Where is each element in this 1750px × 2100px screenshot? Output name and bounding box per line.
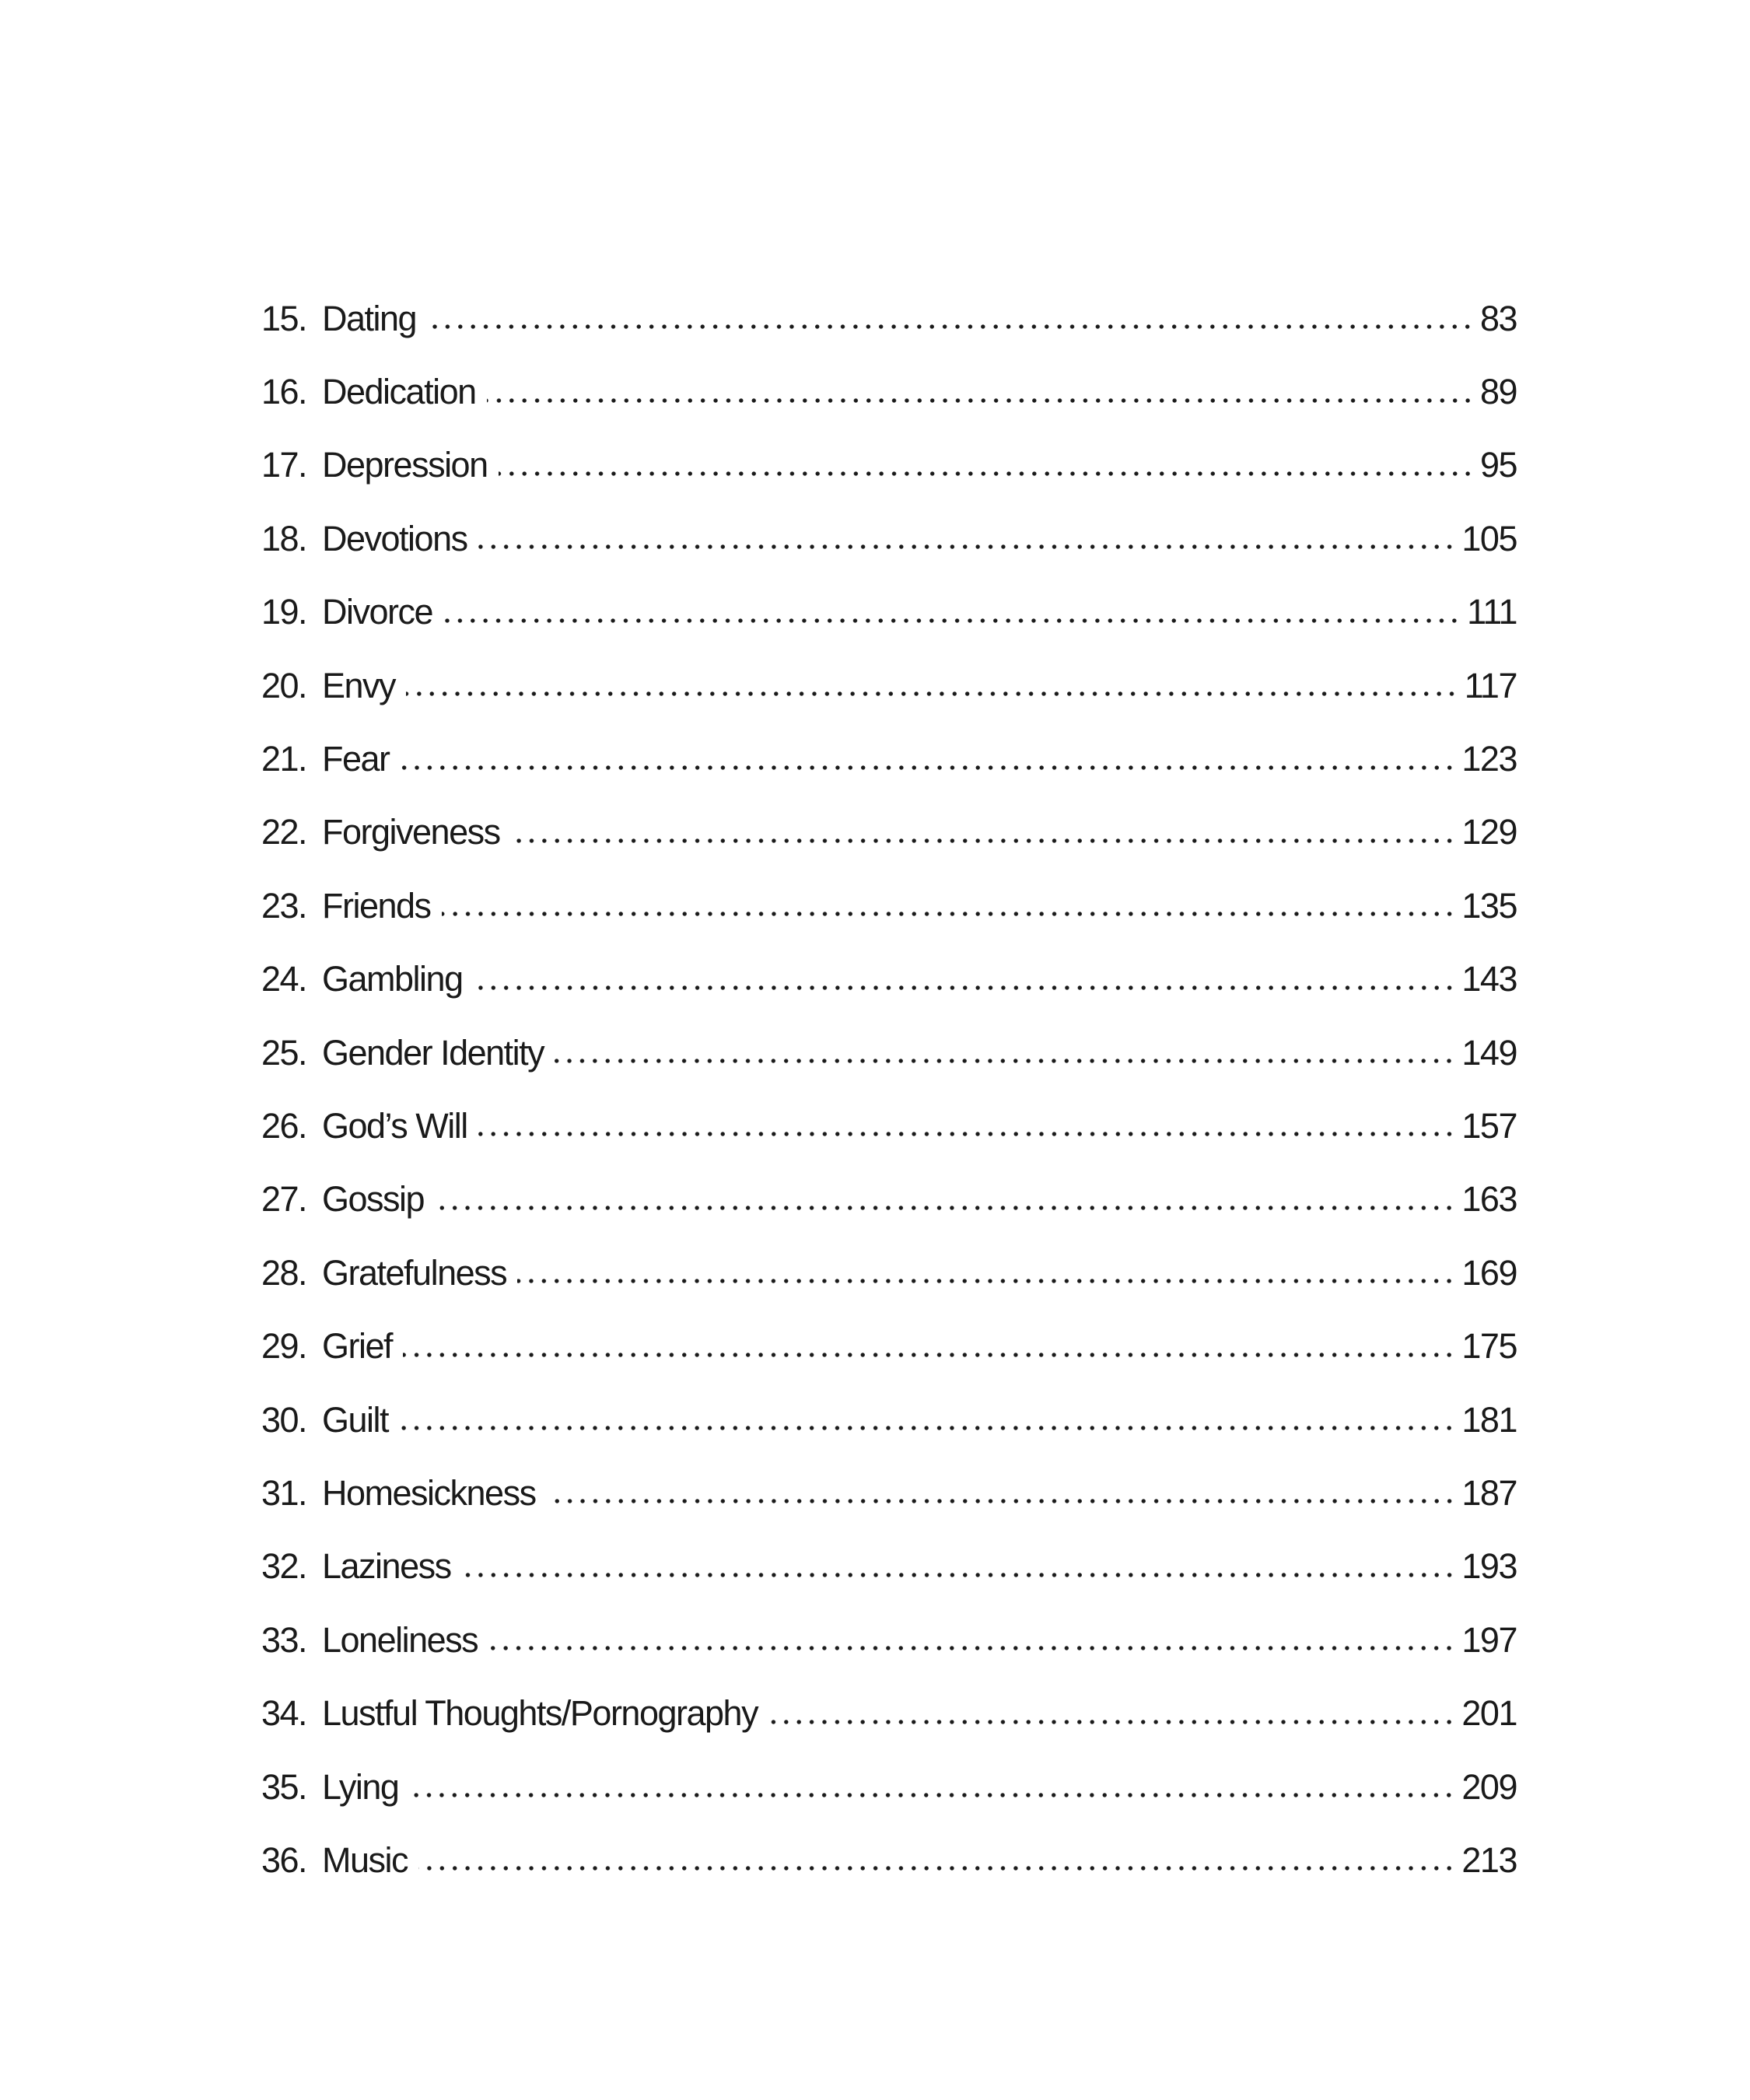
toc-entry-page: 143 xyxy=(1461,959,1517,999)
toc-entry-title: Homesickness xyxy=(322,1472,536,1513)
toc-entry-title: Laziness xyxy=(322,1546,451,1587)
toc-entry-title: Forgiveness xyxy=(322,812,500,852)
toc-entry-page: 213 xyxy=(1461,1839,1517,1880)
dot-leader xyxy=(418,1864,1455,1872)
toc-entry xyxy=(261,1823,1517,1896)
toc-entry-number: 20. xyxy=(261,665,307,705)
toc-entry xyxy=(261,355,1517,428)
toc-entry-number: 16. xyxy=(261,372,307,412)
toc-entry xyxy=(261,502,1517,575)
toc-entry-page: 175 xyxy=(1461,1326,1517,1367)
toc-entry-number: 26. xyxy=(261,1105,307,1146)
toc-entry-page: 89 xyxy=(1479,372,1517,412)
dot-leader xyxy=(409,1791,1455,1799)
toc-entry-title: Grief xyxy=(322,1326,393,1367)
toc-entry xyxy=(261,1456,1517,1529)
toc-entry-title: Lying xyxy=(322,1766,399,1807)
table-of-contents xyxy=(261,282,1517,1897)
toc-entry xyxy=(261,796,1517,869)
toc-entry-number: 35. xyxy=(261,1766,307,1807)
toc-entry-page: 83 xyxy=(1479,298,1517,338)
toc-entry-page: 193 xyxy=(1461,1546,1517,1587)
toc-entry xyxy=(261,869,1517,942)
dot-leader xyxy=(462,1571,1456,1579)
toc-entry-page: 157 xyxy=(1461,1105,1517,1146)
toc-entry-page: 111 xyxy=(1467,592,1517,632)
toc-entry-number: 33. xyxy=(261,1619,307,1660)
toc-entry-page: 169 xyxy=(1461,1252,1517,1293)
toc-entry-title: Gambling xyxy=(322,959,463,999)
toc-entry-title: God’s Will xyxy=(322,1105,467,1146)
dot-leader xyxy=(443,617,1461,625)
toc-entry-page: 105 xyxy=(1461,518,1517,558)
toc-entry-number: 32. xyxy=(261,1546,307,1587)
toc-entry-title: Gossip xyxy=(322,1179,425,1220)
toc-entry-number: 30. xyxy=(261,1399,307,1440)
toc-entry xyxy=(261,1236,1517,1309)
toc-entry xyxy=(261,1016,1517,1089)
toc-entry-number: 18. xyxy=(261,518,307,558)
toc-entry-title: Fear xyxy=(322,739,390,779)
dot-leader xyxy=(511,837,1456,845)
toc-entry xyxy=(261,429,1517,502)
toc-entry-page: 163 xyxy=(1461,1179,1517,1220)
toc-entry-title: Depression xyxy=(322,445,488,485)
toc-entry-page: 123 xyxy=(1461,739,1517,779)
dot-leader xyxy=(399,1424,1455,1432)
toc-entry xyxy=(261,1383,1517,1456)
toc-entry-page: 187 xyxy=(1461,1472,1517,1513)
toc-entry-title: Loneliness xyxy=(322,1619,478,1660)
dot-leader xyxy=(478,1130,1456,1138)
dot-leader xyxy=(768,1718,1455,1726)
toc-entry xyxy=(261,1603,1517,1676)
toc-entry xyxy=(261,282,1517,355)
dot-leader xyxy=(487,397,1474,404)
dot-leader xyxy=(488,1644,1455,1652)
toc-entry-number: 25. xyxy=(261,1032,307,1073)
toc-entry xyxy=(261,1530,1517,1603)
toc-entry xyxy=(261,649,1517,722)
toc-entry-page: 135 xyxy=(1461,885,1517,926)
toc-entry-page: 129 xyxy=(1461,812,1517,852)
dot-leader xyxy=(517,1277,1455,1285)
dot-leader xyxy=(547,1497,1456,1505)
toc-entry xyxy=(261,943,1517,1016)
toc-entry xyxy=(261,1750,1517,1823)
toc-entry-number: 34. xyxy=(261,1693,307,1734)
toc-entry-title: Friends xyxy=(322,885,431,926)
toc-entry-page: 95 xyxy=(1479,445,1517,485)
toc-entry-page: 117 xyxy=(1464,665,1517,705)
toc-entry-number: 23. xyxy=(261,885,307,926)
dot-leader xyxy=(403,1351,1455,1359)
toc-entry-number: 24. xyxy=(261,959,307,999)
toc-entry-title: Guilt xyxy=(322,1399,389,1440)
toc-entry xyxy=(261,1163,1517,1236)
dot-leader xyxy=(474,984,1456,992)
toc-entry-page: 201 xyxy=(1461,1693,1517,1734)
toc-entry-title: Devotions xyxy=(322,518,467,558)
toc-entry-title: Dating xyxy=(322,298,417,338)
dot-leader xyxy=(401,764,1456,772)
toc-entry-number: 19. xyxy=(261,592,307,632)
dot-leader xyxy=(427,323,1474,331)
toc-entry-number: 36. xyxy=(261,1839,307,1880)
toc-entry-number: 28. xyxy=(261,1252,307,1293)
toc-entry-number: 15. xyxy=(261,298,307,338)
dot-leader xyxy=(435,1204,1455,1212)
dot-leader xyxy=(442,910,1456,918)
dot-leader xyxy=(555,1057,1455,1065)
toc-entry xyxy=(261,576,1517,649)
toc-entry-page: 209 xyxy=(1461,1766,1517,1807)
toc-entry-number: 21. xyxy=(261,739,307,779)
toc-entry-number: 22. xyxy=(261,812,307,852)
toc-entry-number: 17. xyxy=(261,445,307,485)
toc-entry-title: Music xyxy=(322,1839,408,1880)
toc-entry-title: Envy xyxy=(322,665,396,705)
toc-entry-page: 197 xyxy=(1461,1619,1517,1660)
toc-entry-title: Gratefulness xyxy=(322,1252,507,1293)
toc-entry xyxy=(261,1676,1517,1749)
toc-entry xyxy=(261,722,1517,795)
toc-entry-page: 181 xyxy=(1461,1399,1517,1440)
toc-entry-title: Divorce xyxy=(322,592,433,632)
toc-entry-number: 27. xyxy=(261,1179,307,1220)
dot-leader xyxy=(478,543,1456,551)
toc-entry-title: Lustful Thoughts/Pornography xyxy=(322,1693,758,1734)
toc-entry-title: Dedication xyxy=(322,372,476,412)
toc-entry xyxy=(261,1309,1517,1382)
toc-entry-number: 29. xyxy=(261,1326,307,1367)
dot-leader xyxy=(499,470,1474,478)
dot-leader xyxy=(406,690,1458,698)
toc-entry-number: 31. xyxy=(261,1472,307,1513)
toc-entry xyxy=(261,1089,1517,1162)
toc-entry-page: 149 xyxy=(1461,1032,1517,1073)
toc-entry-title: Gender Identity xyxy=(322,1032,544,1073)
